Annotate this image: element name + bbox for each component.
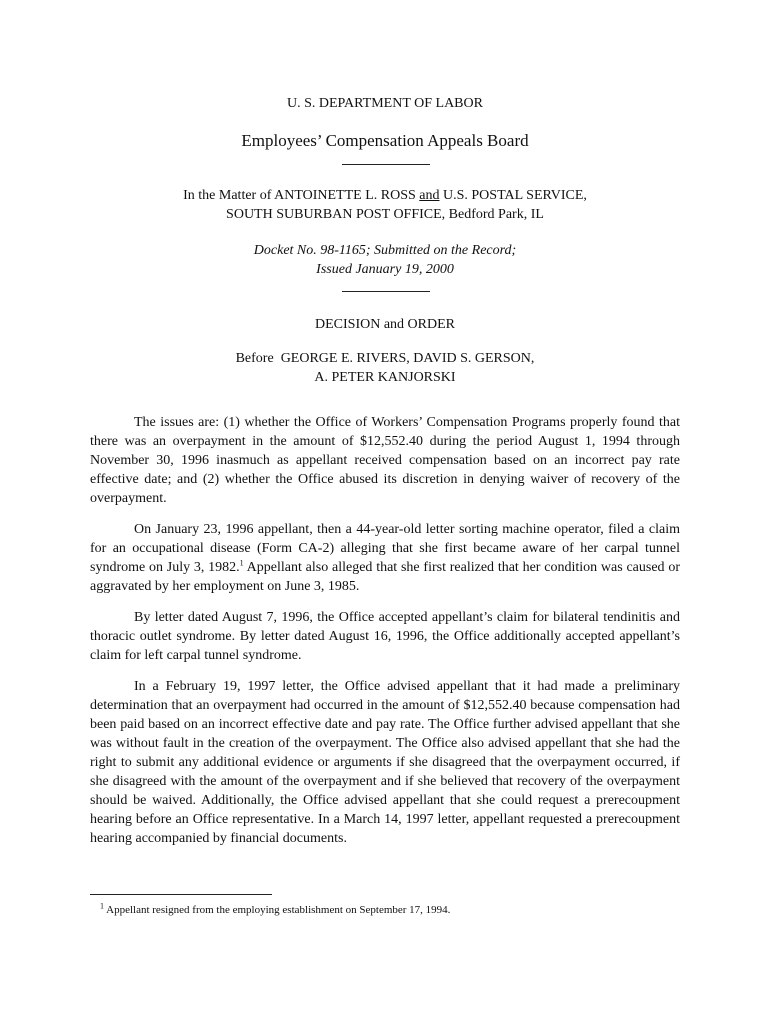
before-label: Before xyxy=(235,351,274,366)
panel-names-1: GEORGE E. RIVERS, DAVID S. GERSON, xyxy=(273,351,535,366)
footnote-divider xyxy=(90,894,272,895)
docket-line2: Issued January 19, 2000 xyxy=(316,262,454,277)
document-body xyxy=(90,413,680,860)
paragraph-issues: The issues are: (1) whether the Office of Workers’ Compensation Programs properly found that there was an overpayment in the amount of $12,552.40 during the period August 1, 1994 through November 30, 1996 inasmuch as appellant received compensation based on an incorrect pay rate effective date; and (2) whether the Office abused its discretion in denying waiver of recovery of the overpayment. xyxy=(90,415,680,506)
docket-divider xyxy=(342,291,430,292)
docket-line1: Docket No. 98-1165; Submitted on the Record; xyxy=(253,243,517,258)
decision-title: DECISION and ORDER xyxy=(315,317,455,332)
case-caption xyxy=(0,186,770,224)
panel-members xyxy=(0,349,770,387)
title-divider xyxy=(342,164,430,165)
paragraph-claim-part1: On January 23, 1996 appellant, then a 44-year-old letter sorting machine operator, filed a claim for an occupational disease (Form CA-2) alleging that she first became aware of her carpal tunnel syndrome on July 3, 1982. xyxy=(90,522,680,575)
panel-names-2: A. PETER KANJORSKI xyxy=(314,370,456,385)
footnote-reference[interactable]: 1 xyxy=(239,558,244,568)
case-caption-line1 xyxy=(0,186,770,205)
footnote xyxy=(100,903,450,917)
caption-and: and xyxy=(419,188,440,203)
caption-prefix: In the Matter of ANTOINETTE L. ROSS xyxy=(183,188,420,203)
department-heading: U. S. DEPARTMENT OF LABOR xyxy=(287,96,483,111)
footnote-number: 1 xyxy=(100,901,104,911)
caption-suffix: U.S. POSTAL SERVICE, xyxy=(439,188,587,203)
case-caption-line2: SOUTH SUBURBAN POST OFFICE, Bedford Park, IL xyxy=(226,207,544,222)
paragraph-overpayment: In a February 19, 1997 letter, the Office advised appellant that it had made a preliminary determination that an overpayment had occurred in the amount of $12,552.40 because compensation had been paid based on an incorrect effective date and pay rate. The Office further advised appellant that she was without fault in the creation of the overpayment. The Office also advised appellant that she had the right to submit any additional evidence or arguments if she disagreed that the overpayment occurred, if she disagreed with the amount of the overpayment and if she believed that recovery of the overpayment should be waived. Additionally, the Office advised appellant that she could request a prerecoupment hearing before an Office representative. In a March 14, 1997 letter, appellant requested a prerecoupment hearing accompanied by financial documents. xyxy=(90,679,680,846)
paragraph-accepted: By letter dated August 7, 1996, the Office accepted appellant’s claim for bilateral tendinitis and thoracic outlet syndrome. By letter dated August 16, 1996, the Office additionally accepted appellant’s claim for left carpal tunnel syndrome. xyxy=(90,610,680,663)
panel-line1 xyxy=(0,349,770,368)
docket-info xyxy=(0,241,770,279)
paragraph-claim xyxy=(90,520,680,596)
board-title: Employees’ Compensation Appeals Board xyxy=(241,131,529,150)
footnote-text: Appellant resigned from the employing establishment on September 17, 1994. xyxy=(104,904,451,916)
paragraph-claim-part2: Appellant also alleged that she first realized that her condition was caused or aggravated by her employment on June 3, 1985. xyxy=(90,560,680,594)
